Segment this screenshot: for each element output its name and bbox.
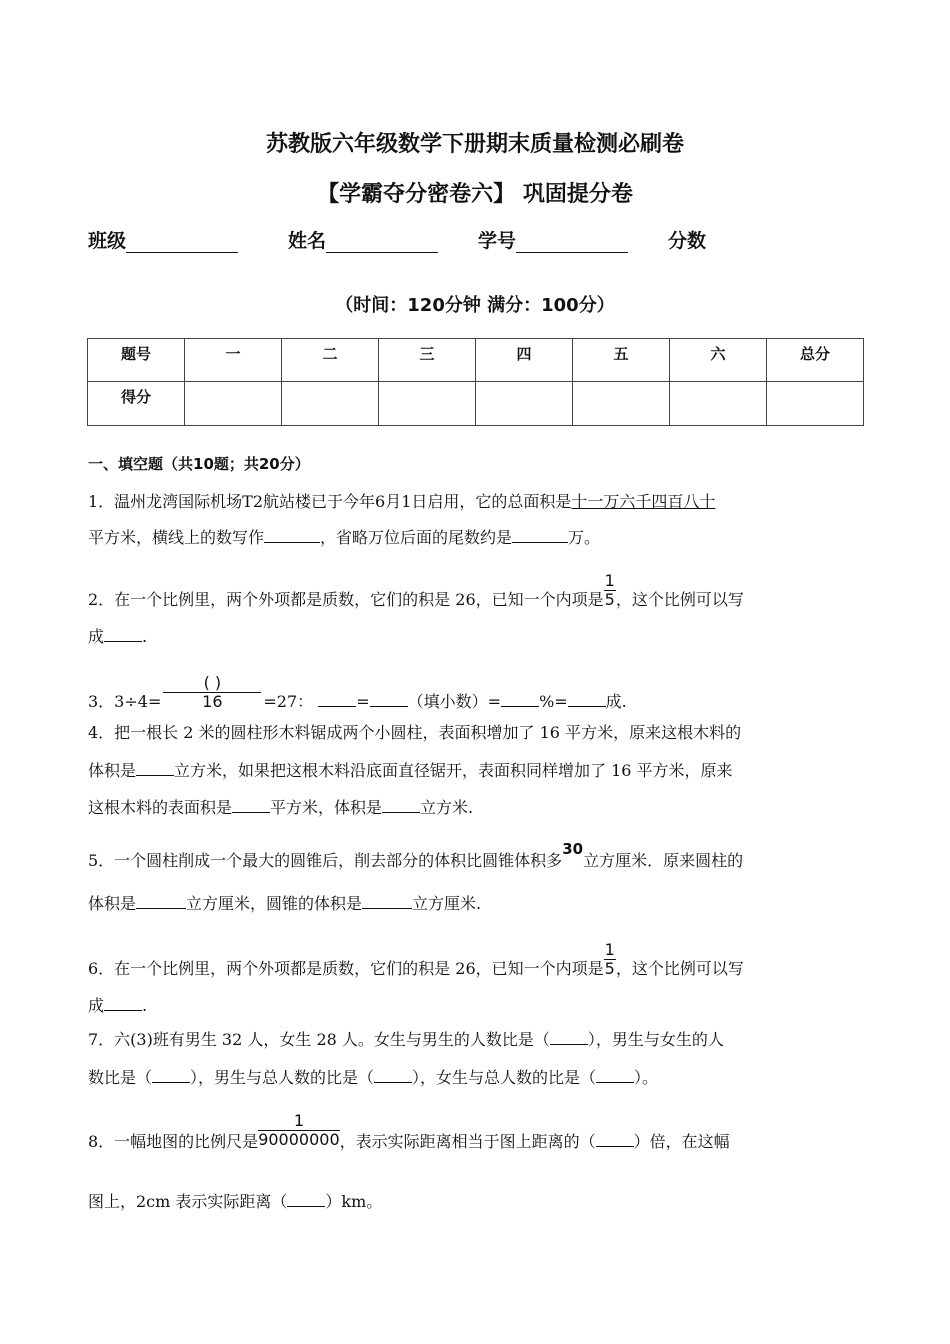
question-text: = xyxy=(356,692,370,711)
fraction-numerator: 1 xyxy=(258,1112,339,1131)
student-id-blank[interactable] xyxy=(516,232,628,253)
answer-blank[interactable] xyxy=(512,526,568,543)
score-cell[interactable] xyxy=(476,382,573,426)
question-3 xyxy=(88,673,627,721)
question-text: 立方米，如果把这根木料沿底面直径锯开，表面积同样增加了 16 平方米，原来 xyxy=(174,761,733,780)
question-4-line-2 xyxy=(88,758,733,781)
header-cell: 五 xyxy=(573,339,670,382)
question-4-line-3 xyxy=(88,795,473,818)
answer-blank[interactable] xyxy=(318,690,356,707)
question-text: 7．六(3)班有男生 32 人，女生 28 人。女生与男生的人数比是（ xyxy=(88,1030,550,1049)
fraction-denominator: 90000000 xyxy=(258,1130,340,1149)
question-text: 成 xyxy=(88,996,105,1015)
question-text: ，这个比例可以写 xyxy=(615,959,744,978)
question-text: 图上，2cm 表示实际距离（ xyxy=(88,1192,288,1211)
answer-blank[interactable] xyxy=(104,625,142,642)
class-label: 班级 xyxy=(88,230,127,252)
header-cell: 三 xyxy=(379,339,476,382)
score-table xyxy=(87,338,864,426)
score-cell[interactable] xyxy=(767,382,864,426)
student-id-field[interactable] xyxy=(478,226,628,253)
question-text: 万。 xyxy=(568,528,601,547)
question-text: 立方厘米．原来圆柱的 xyxy=(583,851,744,870)
question-text: 成 xyxy=(88,627,105,646)
question-text: ，表示实际距离相当于图上距离的（ xyxy=(339,1132,596,1151)
exam-title: 苏教版六年级数学下册期末质量检测必刷卷 xyxy=(265,132,684,157)
question-text: ），男生与总人数的比是（ xyxy=(190,1068,375,1087)
student-id-label: 学号 xyxy=(478,230,517,252)
question-text: 1．温州龙湾国际机场T2航站楼已于今年6月1日启用，它的总面积是 xyxy=(88,492,572,511)
answer-blank[interactable] xyxy=(136,892,186,909)
question-text: 平方米，体积是 xyxy=(270,798,383,817)
class-blank[interactable] xyxy=(126,232,238,253)
answer-blank[interactable] xyxy=(501,690,539,707)
answer-blank[interactable] xyxy=(104,994,142,1011)
question-2-line-1 xyxy=(88,571,744,619)
fraction-one-fifth xyxy=(604,572,616,609)
answer-blank[interactable] xyxy=(264,526,320,543)
value-30: 30 xyxy=(562,840,584,858)
name-field[interactable] xyxy=(288,226,438,253)
answer-blank[interactable] xyxy=(596,1066,634,1083)
score-cell[interactable] xyxy=(670,382,767,426)
score-cell[interactable] xyxy=(379,382,476,426)
question-text: ，这个比例可以写 xyxy=(615,590,744,609)
header-cell: 二 xyxy=(282,339,379,382)
question-text: 立方厘米. xyxy=(412,894,482,913)
header-cell: 总分 xyxy=(767,339,864,382)
score-cell[interactable] xyxy=(185,382,282,426)
fraction-numerator: 1 xyxy=(604,571,615,590)
answer-blank[interactable] xyxy=(136,759,174,776)
question-text: ）。 xyxy=(634,1068,659,1087)
fraction-numerator: 1 xyxy=(604,940,615,959)
question-text: . xyxy=(142,627,148,646)
fraction-denominator: 5 xyxy=(604,959,615,978)
question-text: 立方米. xyxy=(420,798,474,817)
header-cell: 六 xyxy=(670,339,767,382)
question-4-line-1: 4．把一根长 2 米的圆柱形木料锯成两个小圆柱，表面积增加了 16 平方米，原来这根木料的 xyxy=(88,723,742,742)
question-text: 8．一幅地图的比例尺是 xyxy=(88,1132,259,1151)
question-text: 5．一个圆柱削成一个最大的圆锥后，削去部分的体积比圆锥体积多 xyxy=(88,851,563,870)
fraction-map-scale xyxy=(258,1112,339,1149)
answer-blank[interactable] xyxy=(362,892,412,909)
answer-blank[interactable] xyxy=(550,1028,588,1045)
answer-blank[interactable] xyxy=(568,690,606,707)
name-label: 姓名 xyxy=(288,230,327,252)
score-table-header-row xyxy=(88,339,864,382)
question-text: 体积是 xyxy=(88,894,137,913)
fraction-denominator: 5 xyxy=(604,590,615,609)
answer-blank[interactable] xyxy=(287,1190,325,1207)
answer-blank[interactable] xyxy=(374,1066,412,1083)
underlined-number: 十一万六千四百八十 xyxy=(571,492,716,511)
score-field xyxy=(668,226,706,253)
fraction-blank-over-16 xyxy=(163,674,261,711)
score-cell[interactable] xyxy=(282,382,379,426)
question-6-line-2 xyxy=(88,993,147,1016)
question-text: 6．在一个比例里，两个外项都是质数，它们的积是 26，已知一个内项是 xyxy=(88,959,604,978)
question-text: 立方厘米，圆锥的体积是 xyxy=(186,894,363,913)
exam-subtitle: 【学霸夺分密卷六】 巩固提分卷 xyxy=(317,182,633,207)
question-8-line-2 xyxy=(88,1189,382,1212)
question-text: ）km。 xyxy=(325,1192,383,1211)
question-text: 成. xyxy=(605,692,627,711)
question-8-line-1 xyxy=(88,1111,730,1161)
question-7-line-2 xyxy=(88,1065,658,1088)
question-text: 体积是 xyxy=(88,761,137,780)
answer-blank[interactable] xyxy=(152,1066,190,1083)
answer-blank[interactable] xyxy=(232,796,270,813)
question-1-line-2 xyxy=(88,525,600,548)
fraction-one-fifth xyxy=(604,941,616,978)
class-field[interactable] xyxy=(88,226,238,253)
question-text: 数比是（ xyxy=(88,1068,153,1087)
question-2-line-2 xyxy=(88,624,147,647)
score-table-score-row xyxy=(88,382,864,426)
fraction-denominator: 16 xyxy=(202,692,223,711)
answer-blank[interactable] xyxy=(596,1130,634,1147)
question-text: 2．在一个比例里，两个外项都是质数，它们的积是 26，已知一个内项是 xyxy=(88,590,604,609)
time-info: （时间：120分钟 满分：100分） xyxy=(335,295,615,316)
question-text: 这根木料的表面积是 xyxy=(88,798,233,817)
question-text: 平方米，横线上的数写作 xyxy=(88,528,265,547)
header-cell: 四 xyxy=(476,339,573,382)
header-cell: 题号 xyxy=(88,339,185,382)
score-row-label: 得分 xyxy=(88,382,185,426)
question-text: . xyxy=(142,996,148,1015)
question-text: ，省略万位后面的尾数约是 xyxy=(320,528,513,547)
question-1-line-1 xyxy=(88,489,715,512)
question-5-line-1 xyxy=(88,840,744,871)
score-cell[interactable] xyxy=(573,382,670,426)
name-blank[interactable] xyxy=(326,232,438,253)
question-text: ），男生与女生的人 xyxy=(587,1030,724,1049)
question-text: 3．3÷4= xyxy=(88,692,162,711)
answer-blank[interactable] xyxy=(382,796,420,813)
question-text: %= xyxy=(539,692,568,711)
question-text: =27： xyxy=(263,692,314,711)
question-text: （填小数）= xyxy=(407,692,502,711)
answer-blank[interactable] xyxy=(370,690,408,707)
score-label: 分数 xyxy=(668,230,707,252)
section-heading: 一、填空题（共10题；共20分） xyxy=(88,455,310,473)
question-text: ），女生与总人数的比是（ xyxy=(412,1068,597,1087)
fraction-numerator-blank[interactable]: ( ) xyxy=(163,674,261,693)
question-6-line-1 xyxy=(88,940,744,988)
question-text: ）倍，在这幅 xyxy=(633,1132,730,1151)
question-7-line-1 xyxy=(88,1027,724,1050)
header-cell: 一 xyxy=(185,339,282,382)
question-5-line-2 xyxy=(88,891,481,914)
